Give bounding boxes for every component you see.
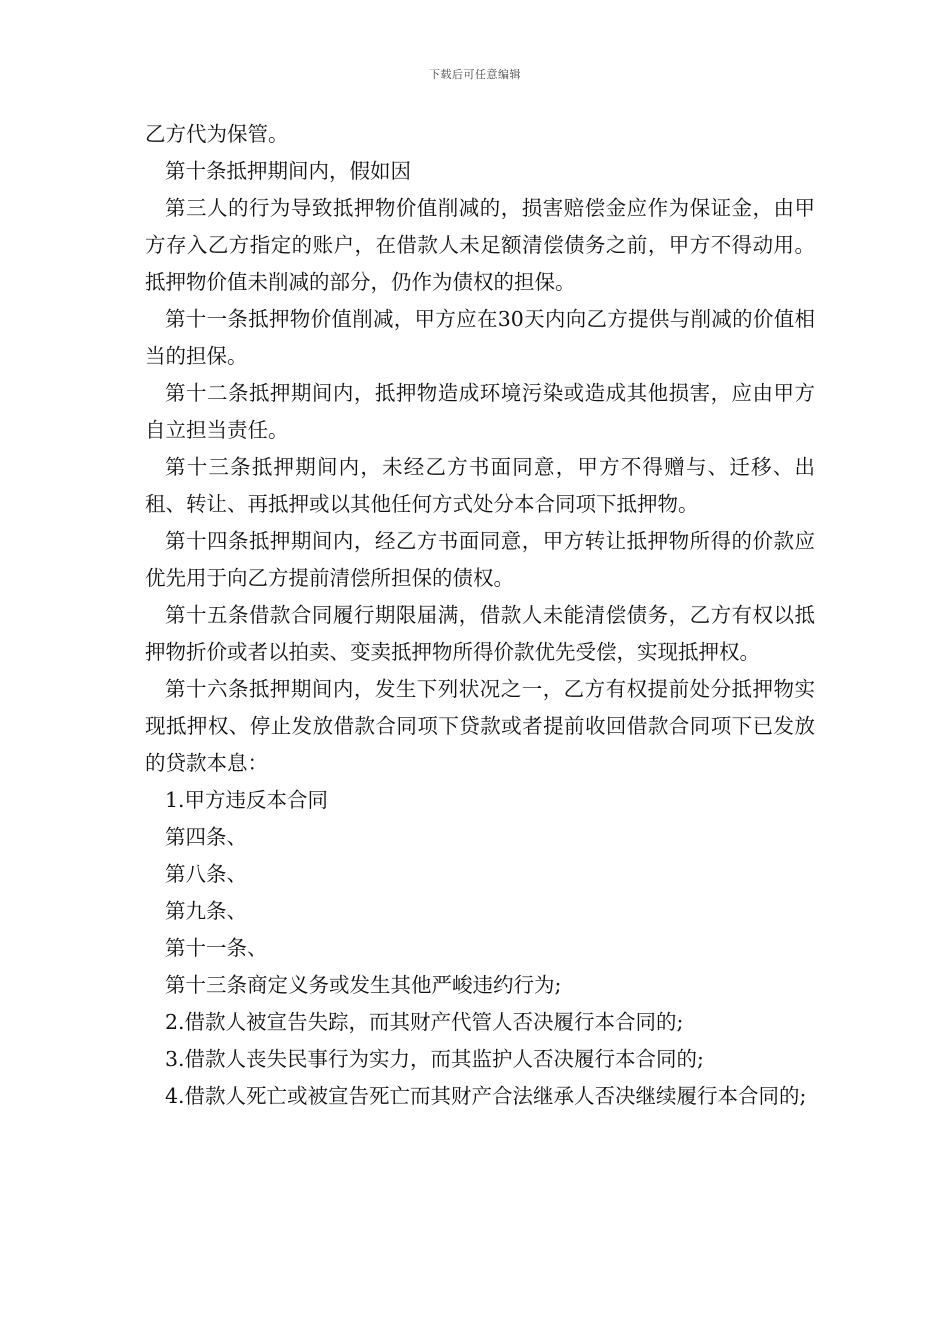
paragraph-2: 第十条抵押期间内，假如因 [165, 159, 411, 183]
paragraph-8: 第十五条借款合同履行期限届满，借款人未能清偿债务，乙方有权以抵押物折价或者以拍卖、变卖抵押物所得价款优先受偿，实现抵押权。 [145, 603, 815, 664]
list-item-article-11: 第十一条、 [165, 936, 268, 960]
document-body [145, 116, 815, 1115]
page-header: 下载后可任意编辑 [429, 68, 521, 81]
list-item-2: 2.借款人被宣告失踪，而其财产代管人否决履行本合同的; [165, 1010, 684, 1034]
paragraph-9: 第十六条抵押期间内，发生下列状况之一，乙方有权提前处分抵押物实现抵押权、停止发放借款合同项下贷款或者提前收回借款合同项下已发放的贷款本息： [145, 677, 815, 775]
paragraph-5: 第十二条抵押期间内，抵押物造成环境污染或造成其他损害，应由甲方自立担当责任。 [145, 381, 815, 442]
list-item-article-13: 第十三条商定义务或发生其他严峻违约行为; [165, 973, 562, 997]
list-item-4: 4.借款人死亡或被宣告死亡而其财产合法继承人否决继续履行本合同的; [165, 1084, 807, 1108]
paragraph-4: 第十一条抵押物价值削减，甲方应在30天内向乙方提供与削减的价值相当的担保。 [145, 307, 815, 368]
list-item-article-8: 第八条、 [165, 862, 247, 886]
paragraph-3: 第三人的行为导致抵押物价值削减的，损害赔偿金应作为保证金，由甲方存入乙方指定的账户，在借款人未足额清偿债务之前，甲方不得动用。抵押物价值未削减的部分，仍作为债权的担保。 [145, 196, 815, 294]
list-item-1: 1.甲方违反本合同 [165, 788, 329, 812]
paragraph-6: 第十三条抵押期间内，未经乙方书面同意，甲方不得赠与、迁移、出租、转让、再抵押或以其他任何方式处分本合同项下抵押物。 [145, 455, 815, 516]
paragraph-1: 乙方代为保管。 [145, 122, 289, 146]
paragraph-7: 第十四条抵押期间内，经乙方书面同意，甲方转让抵押物所得的价款应优先用于向乙方提前清偿所担保的债权。 [145, 529, 815, 590]
list-item-article-4: 第四条、 [165, 825, 247, 849]
list-item-3: 3.借款人丧失民事行为实力，而其监护人否决履行本合同的; [165, 1047, 704, 1071]
list-item-article-9: 第九条、 [165, 899, 247, 923]
